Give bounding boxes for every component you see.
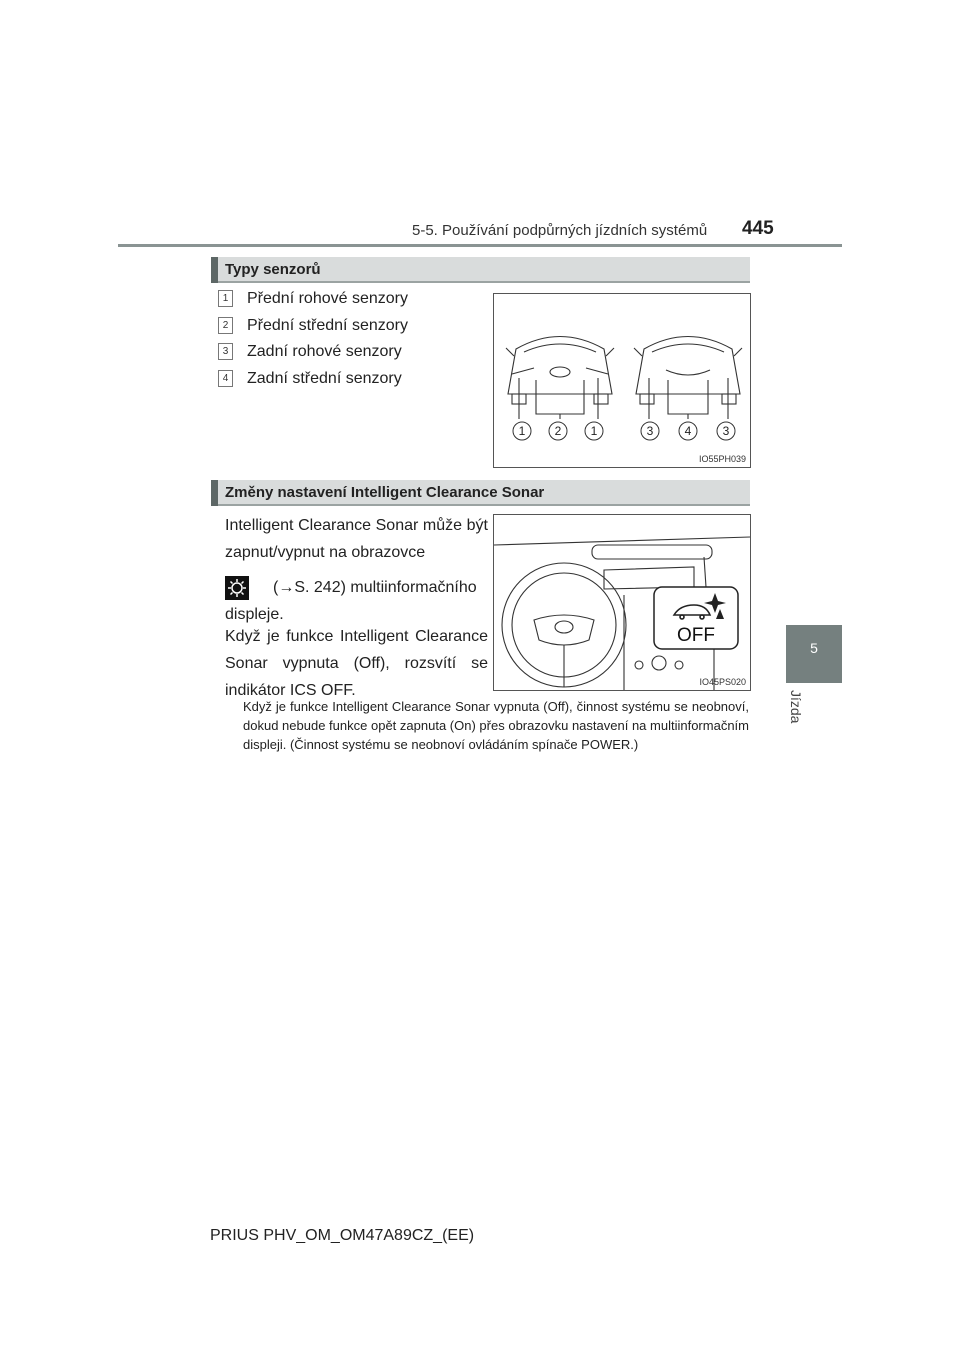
header-rule [118, 244, 842, 247]
car-sensors-illustration [494, 294, 750, 467]
ics-off-indicator-text: OFF [677, 625, 715, 646]
sensor-location-figure [493, 293, 751, 468]
callout-1: 1 [518, 424, 526, 438]
paragraph-ics-toggle: Intelligent Clearance Sonar může být zapnut/vypnut na obrazovce (→S. 242) multiinformačního displeje. [225, 517, 488, 623]
callout-3: 3 [722, 424, 730, 438]
list-item: 4 Zadní střední senzory [218, 370, 402, 388]
running-header-title: 5-5. Používání podpůrných jízdních systémů [412, 222, 708, 239]
paragraph-ics-off: Když je funkce Intelligent Clearance Sonar vypnuta (Off), rozsvítí se indikátor ICS OFF. [225, 628, 488, 699]
figure-code: IO55PH039 [698, 454, 746, 464]
chapter-tab-number: 5 [810, 640, 818, 656]
section-heading-sensor-types: Typy senzorů [211, 257, 750, 283]
callout-1: 1 [590, 424, 598, 438]
section-heading-ics-settings: Změny nastavení Intelligent Clearance Sonar [211, 480, 750, 506]
page-number: 445 [742, 218, 774, 239]
list-item: 3 Zadní rohové senzory [218, 343, 402, 361]
dashboard-illustration [494, 515, 750, 690]
document-id: PRIUS PHV_OM_OM47A89CZ_(EE) [210, 1227, 475, 1244]
figure-code: IO45PS020 [699, 677, 746, 687]
list-item: 2 Přední střední senzory [218, 317, 408, 335]
callout-2: 2 [554, 424, 562, 438]
chapter-tab-label: Jízda [788, 690, 804, 724]
callout-4: 4 [684, 424, 692, 438]
settings-gear-icon [225, 576, 249, 600]
list-item: 1 Přední rohové senzory [218, 290, 408, 308]
callout-3: 3 [646, 424, 654, 438]
dashboard-figure [493, 514, 751, 691]
note-ics-restore: Když je funkce Intelligent Clearance Sonar vypnuta (Off), činnost systému se neobnoví, dokud nebude funkce opět zapnuta (On) přes obrazovku nastavení na multiinformačním displeji. (Činnost systému se neobnoví ovládáním spínače POWER.) [243, 699, 749, 752]
